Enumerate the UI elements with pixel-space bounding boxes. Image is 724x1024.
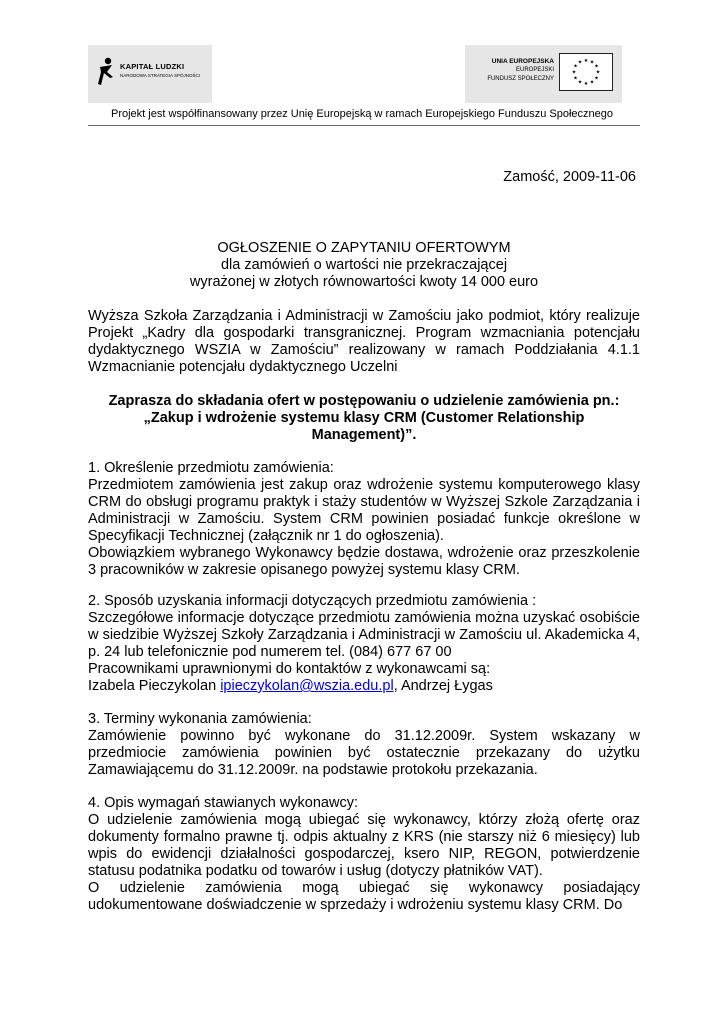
section-3-heading: 3. Terminy wykonania zamówienia: [88, 711, 312, 727]
section-4-heading: 4. Opis wymagań stawianych wykonawcy: [88, 795, 358, 811]
eu-line2: EUROPEJSKI [515, 67, 554, 73]
eu-flag-icon [559, 53, 613, 91]
intro-text: Wyższa Szkoła Zarządzania i Administracji w Zamościu jako podmiot, który realizuje Projekt „Kadry dla gospodarki transgranicznej. Program wzmacniania potencjału dydaktycznego WSZIA w Zamościu” realizowany w ramach Poddziałania 4.1.1 Wzmacnianie potencjału dydaktycznego Uczelni [88, 308, 640, 375]
title-line3: wyrażonej w złotych równowartości kwoty 14 000 euro [189, 274, 539, 290]
invitation-line1: Zaprasza do składania ofert w postępowaniu o udzielenie zamówienia pn.: [108, 393, 620, 409]
svg-text:★: ★ [595, 69, 601, 76]
cofinance-note: Projekt jest współfinansowany przez Unię Europejską w ramach Europejskiego Funduszu Społecznego [111, 108, 613, 120]
kapital-ludzki-title: KAPITAŁ LUDZKI [120, 62, 185, 71]
svg-text:★: ★ [573, 63, 578, 70]
section-3 [88, 711, 640, 779]
invitation [88, 393, 640, 444]
section-4-paragraph-1: O udzielenie zamówienia mogą ubiegać się wykonawcy, którzy złożą ofertę oraz dokumenty formalno prawne tj. odpis aktualny z KRS (nie starszy niż 6 miesięcy) lub wpis do ewidencji działalności gospodarczej, ksero NIP, REGON, potwierdzenie statusu podatnika podatku od towarów i usług (dotyczy płatników VAT). [88, 812, 640, 879]
invitation-line2: „Zakup i wdrożenie systemu klasy CRM (Customer Relationship [143, 410, 585, 426]
section-2-contacts [88, 678, 640, 695]
svg-text:★: ★ [583, 58, 589, 64]
human-figure-icon [96, 57, 116, 87]
eu-logo-text [487, 57, 554, 84]
document-date: Zamość, 2009-11-06 [503, 169, 636, 185]
svg-text:★: ★ [594, 75, 599, 82]
section-1-heading: 1. Określenie przedmiotu zamówienia: [88, 460, 334, 476]
section-2-paragraph-2: Pracownikami uprawnionymi do kontaktów z wykonawcami są: [88, 661, 491, 677]
svg-text:★: ★ [577, 59, 583, 66]
section-4-paragraph-2: O udzielenie zamówienia mogą ubiegać się wykonawcy posiadający udokumentowane doświadczenie w sprzedaży i wdrożeniu systemu klasy CRM. Do [88, 880, 640, 913]
svg-text:★: ★ [589, 79, 595, 86]
eu-line3: FUNDUSZ SPOŁECZNY [487, 76, 554, 82]
title-line2: dla zamówień o wartości nie przekraczającej [220, 257, 508, 273]
section-2-heading: 2. Sposób uzyskania informacji dotyczących przedmiotu zamówienia : [88, 593, 537, 609]
kapital-ludzki-logo [88, 45, 212, 103]
section-1 [88, 460, 640, 579]
intro-paragraph [88, 308, 640, 376]
section-4 [88, 795, 640, 914]
title-line1: OGŁOSZENIE O ZAPYTANIU OFERTOWYM [217, 240, 511, 256]
section-3-paragraph-1: Zamówienie powinno być wykonane do 31.12.2009r. System wskazany w przedmiocie zamówienia powinien być ostatecznie przekazany do użytku Zamawiającemu do 31.12.2009r. na podstawie protokołu przekazania. [88, 728, 640, 778]
section-2-paragraph-1: Szczegółowe informacje dotyczące przedmiotu zamówienia można uzyskać osobiście w siedzibie Wyższej Szkoły Zarządzania i Administracji w Zamościu ul. Akademicka 4, p. 24 lub telefonicznie pod numerem tel. (084) 677 67 00 [88, 610, 640, 660]
svg-text:★: ★ [577, 79, 583, 86]
section-1-paragraph-1: Przedmiotem zamówienia jest zakup oraz wdrożenie systemu komputerowego klasy CRM do obsługi programu praktyk i staży studentów w Wyższej Szkole Zarządzania i Administracji w Zamościu. System CRM powinien posiadać funkcje określone w Specyfikacji Technicznej (załącznik nr 1 do ogłoszenia). [88, 477, 640, 544]
kapital-ludzki-subtitle: NARODOWA STRATEGIA SPÓJNOŚCI [120, 73, 201, 78]
svg-text:★: ★ [589, 59, 595, 66]
section-2 [88, 593, 640, 695]
contact-email-link[interactable]: ipieczykolan@wszia.edu.pl [220, 678, 394, 694]
document-title [88, 240, 640, 291]
svg-text:★: ★ [571, 69, 577, 76]
invitation-line3: Management)”. [311, 427, 417, 443]
eu-logo [465, 45, 622, 103]
eu-line1: UNIA EUROPEJSKA [491, 58, 554, 65]
svg-text:★: ★ [583, 81, 589, 87]
contact-name-2: , Andrzej Łygas [393, 678, 493, 694]
header-divider [88, 125, 640, 126]
svg-text:★: ★ [594, 63, 599, 70]
contact-name-1: Izabela Pieczykolan [88, 678, 221, 694]
svg-text:★: ★ [573, 75, 578, 82]
section-1-paragraph-2: Obowiązkiem wybranego Wykonawcy będzie dostawa, wdrożenie oraz przeszkolenie 3 pracowników w zakresie opisanego powyżej systemu klasy CRM. [88, 545, 640, 578]
